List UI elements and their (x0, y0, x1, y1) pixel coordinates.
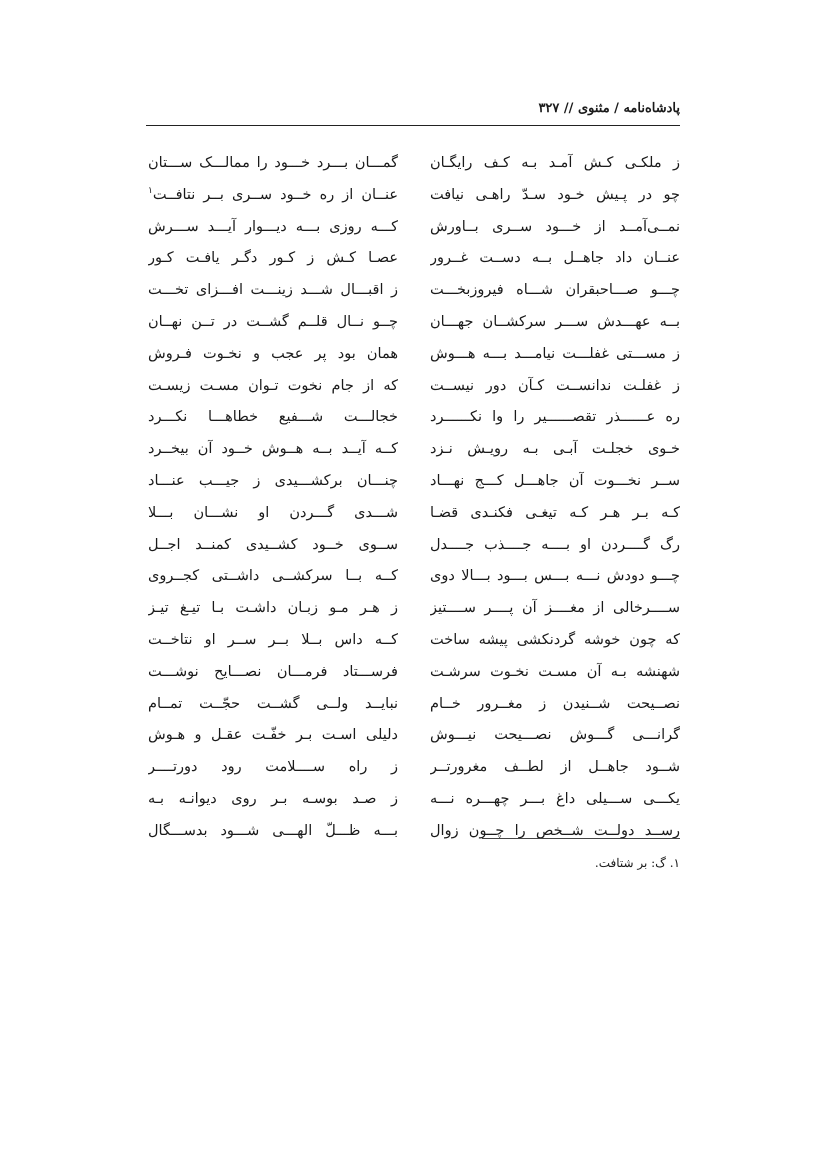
verse-text: همان بود پر عجب و نخـوت فـروش (148, 345, 398, 362)
verse-text: نمــی‌آمــد از خـــود ســری بــاورش (430, 218, 680, 235)
verse-text: ره عــــــذر تقصــــــیر را وا نکــــــرد (430, 409, 680, 426)
verse-left-19 (148, 720, 398, 752)
verse-text: شهنشه بـه آن مسـت نخـوت سرشـت (430, 663, 680, 680)
verse-left-12 (148, 498, 398, 530)
verse-text: شـــدی گـــردن او نشـــان بـــلا (148, 504, 398, 521)
verse-text: ســر نخـــوت آن جاهـــل کـــج نهـــاد (430, 472, 680, 489)
verse-right-16 (430, 625, 680, 657)
verse-right-2 (430, 180, 680, 212)
verse-right-12 (430, 498, 680, 530)
verse-text: چــو نــال قلــم گشــت در تــن نهــان (148, 313, 398, 330)
verse-right-4 (430, 243, 680, 275)
verse-text: که از جام نخوت تـوان مسـت زیسـت (148, 377, 398, 394)
verse-text: ز اقبـــال شـــد زینـــت افـــزای تخـــت (148, 282, 398, 299)
verse-left-6 (148, 307, 398, 339)
verse-text: عنــان داد جاهــل بــه دســت غــرور (430, 250, 680, 267)
verse-text: کـــه روزی بـــه دیـــوار آیـــد ســـرش (148, 218, 398, 235)
verse-right-10 (430, 434, 680, 466)
verse-text: رســد دولــت شــخص را چــون زوال (430, 822, 680, 839)
verse-left-1 (148, 148, 398, 180)
verse-left-15 (148, 593, 398, 625)
verse-column-left (148, 148, 398, 848)
verse-text: چـــو دودش نـــه بـــس بـــود بـــالا دوی (430, 568, 680, 585)
verse-text: ســوی خــود کشــیدی کمنــد اجــل (148, 536, 398, 553)
footnote: ۱. گ: بر شتافت. (594, 856, 680, 870)
verse-right-11 (430, 466, 680, 498)
verse-text: بـــه ظـــلّ الهـــی شـــود بدســـگال (148, 822, 398, 839)
verse-text: ز هـر مـو زبـان داشـت بـا تیـغ تیـز (148, 600, 398, 617)
footnote-divider (482, 838, 680, 839)
verse-left-13 (148, 530, 398, 562)
verse-left-18 (148, 689, 398, 721)
verse-left-16 (148, 625, 398, 657)
footnote-reference-mark[interactable]: ۱ (148, 185, 153, 196)
verse-left-2 (148, 180, 398, 212)
verse-text: چنـــان برکشـــیدی ز جیـــب عنـــاد (148, 472, 398, 489)
verse-text: که چون خوشه گردنکشی پیشه ساخت (430, 631, 680, 648)
verse-text: کــه بــا سرکشــی داشــتی کجــروی (148, 568, 398, 585)
verse-text: ز غفلـت ندانســت کـآن دور نیســت (430, 377, 680, 394)
verse-text: کــه داس بــلا بــر ســر او نتاخــت (148, 631, 398, 648)
verse-right-7 (430, 339, 680, 371)
verse-right-14 (430, 561, 680, 593)
verse-text: رگ گــــردن او بــــه جــــذب جــــدل (430, 536, 680, 553)
verse-text: چو در پـیش خـود سـدّ راهـی نیافت (430, 186, 680, 203)
verse-text: فرســـتاد فرمـــان نصـــایح نوشـــت (148, 663, 398, 680)
verse-right-15 (430, 593, 680, 625)
verse-text: یکـــی ســـیلی داغ بـــر چهـــره نـــه (430, 790, 680, 807)
verse-left-5 (148, 275, 398, 307)
verse-text: کــه آیــد بــه هــوش خــود آن بیخــرد (148, 441, 398, 458)
running-header: پادشاه‌نامه / مثنوی // ۳۲۷ (538, 101, 680, 116)
verse-right-22 (430, 816, 680, 848)
verse-right-17 (430, 657, 680, 689)
verse-left-8 (148, 371, 398, 403)
verse-right-9 (430, 402, 680, 434)
verse-right-20 (430, 752, 680, 784)
verse-text: شــود جاهــل از لطــف مغرورتــر (430, 759, 680, 776)
verse-text: خـوی خجلـت آبـی بـه رویـش نـزد (430, 441, 680, 458)
verse-text: نصــیحت شــنیدن ز مغــرور خــام (430, 695, 680, 712)
verse-left-14 (148, 561, 398, 593)
verse-right-1 (430, 148, 680, 180)
verse-right-19 (430, 720, 680, 752)
verse-text: گمـــان بـــرد خـــود را ممالـــک ســـتان (148, 155, 398, 171)
verse-right-5 (430, 275, 680, 307)
verse-text: دلیلی اسـت بـر خفّـت عقـل و هـوش (148, 727, 398, 744)
verse-text: بــه عهـــدش ســـر سرکشــان جهـــان (430, 313, 680, 330)
verse-left-4 (148, 243, 398, 275)
verse-text: ز مســـتی غفلـــت نیامـــد بـــه هـــوش (430, 345, 680, 362)
verse-text: ز راه ســــلامت رود دورتــــر (148, 759, 398, 776)
verse-left-11 (148, 466, 398, 498)
verse-text: نبایــد ولــی گشــت حجّــت تمــام (148, 695, 398, 712)
verse-right-18 (430, 689, 680, 721)
verse-left-22 (148, 816, 398, 848)
verse-right-8 (430, 371, 680, 403)
verse-left-10 (148, 434, 398, 466)
verse-right-13 (430, 530, 680, 562)
verse-right-6 (430, 307, 680, 339)
verse-text: خجالـــت شـــفیع خطاهـــا نکـــرد (148, 409, 398, 426)
verse-left-7 (148, 339, 398, 371)
verse-text: ســــرخالی از مغــــز آن پــــر ســــتیز (430, 600, 680, 617)
verse-text: عصـا کـش ز کـور دگـر یافـت کـور (148, 250, 398, 267)
verse-text: ز ملکـی کـش آمـد بـه کـف رایگـان (430, 155, 680, 171)
verse-right-21 (430, 784, 680, 816)
verse-right-3 (430, 212, 680, 244)
verse-column-right (430, 148, 680, 848)
verse-left-21 (148, 784, 398, 816)
verse-left-9 (148, 402, 398, 434)
verse-left-17 (148, 657, 398, 689)
verse-left-20 (148, 752, 398, 784)
verse-text: عنــان از ره خــود ســری بــر نتافــت (152, 186, 398, 203)
verse-left-3 (148, 212, 398, 244)
verse-text: ز صـد بوسـه بـر روی دیوانـه بـه (148, 790, 398, 807)
header-divider (146, 125, 680, 126)
verse-text: گرانـــی گـــوش نصـــیحت نیـــوش (430, 727, 680, 744)
verse-text: کـه بـر هـر کـه تیغـی فکنـدی قضـا (430, 504, 680, 521)
verse-text: چـــو صـــاحبقران شـــاه فیروزبخـــت (430, 282, 680, 299)
